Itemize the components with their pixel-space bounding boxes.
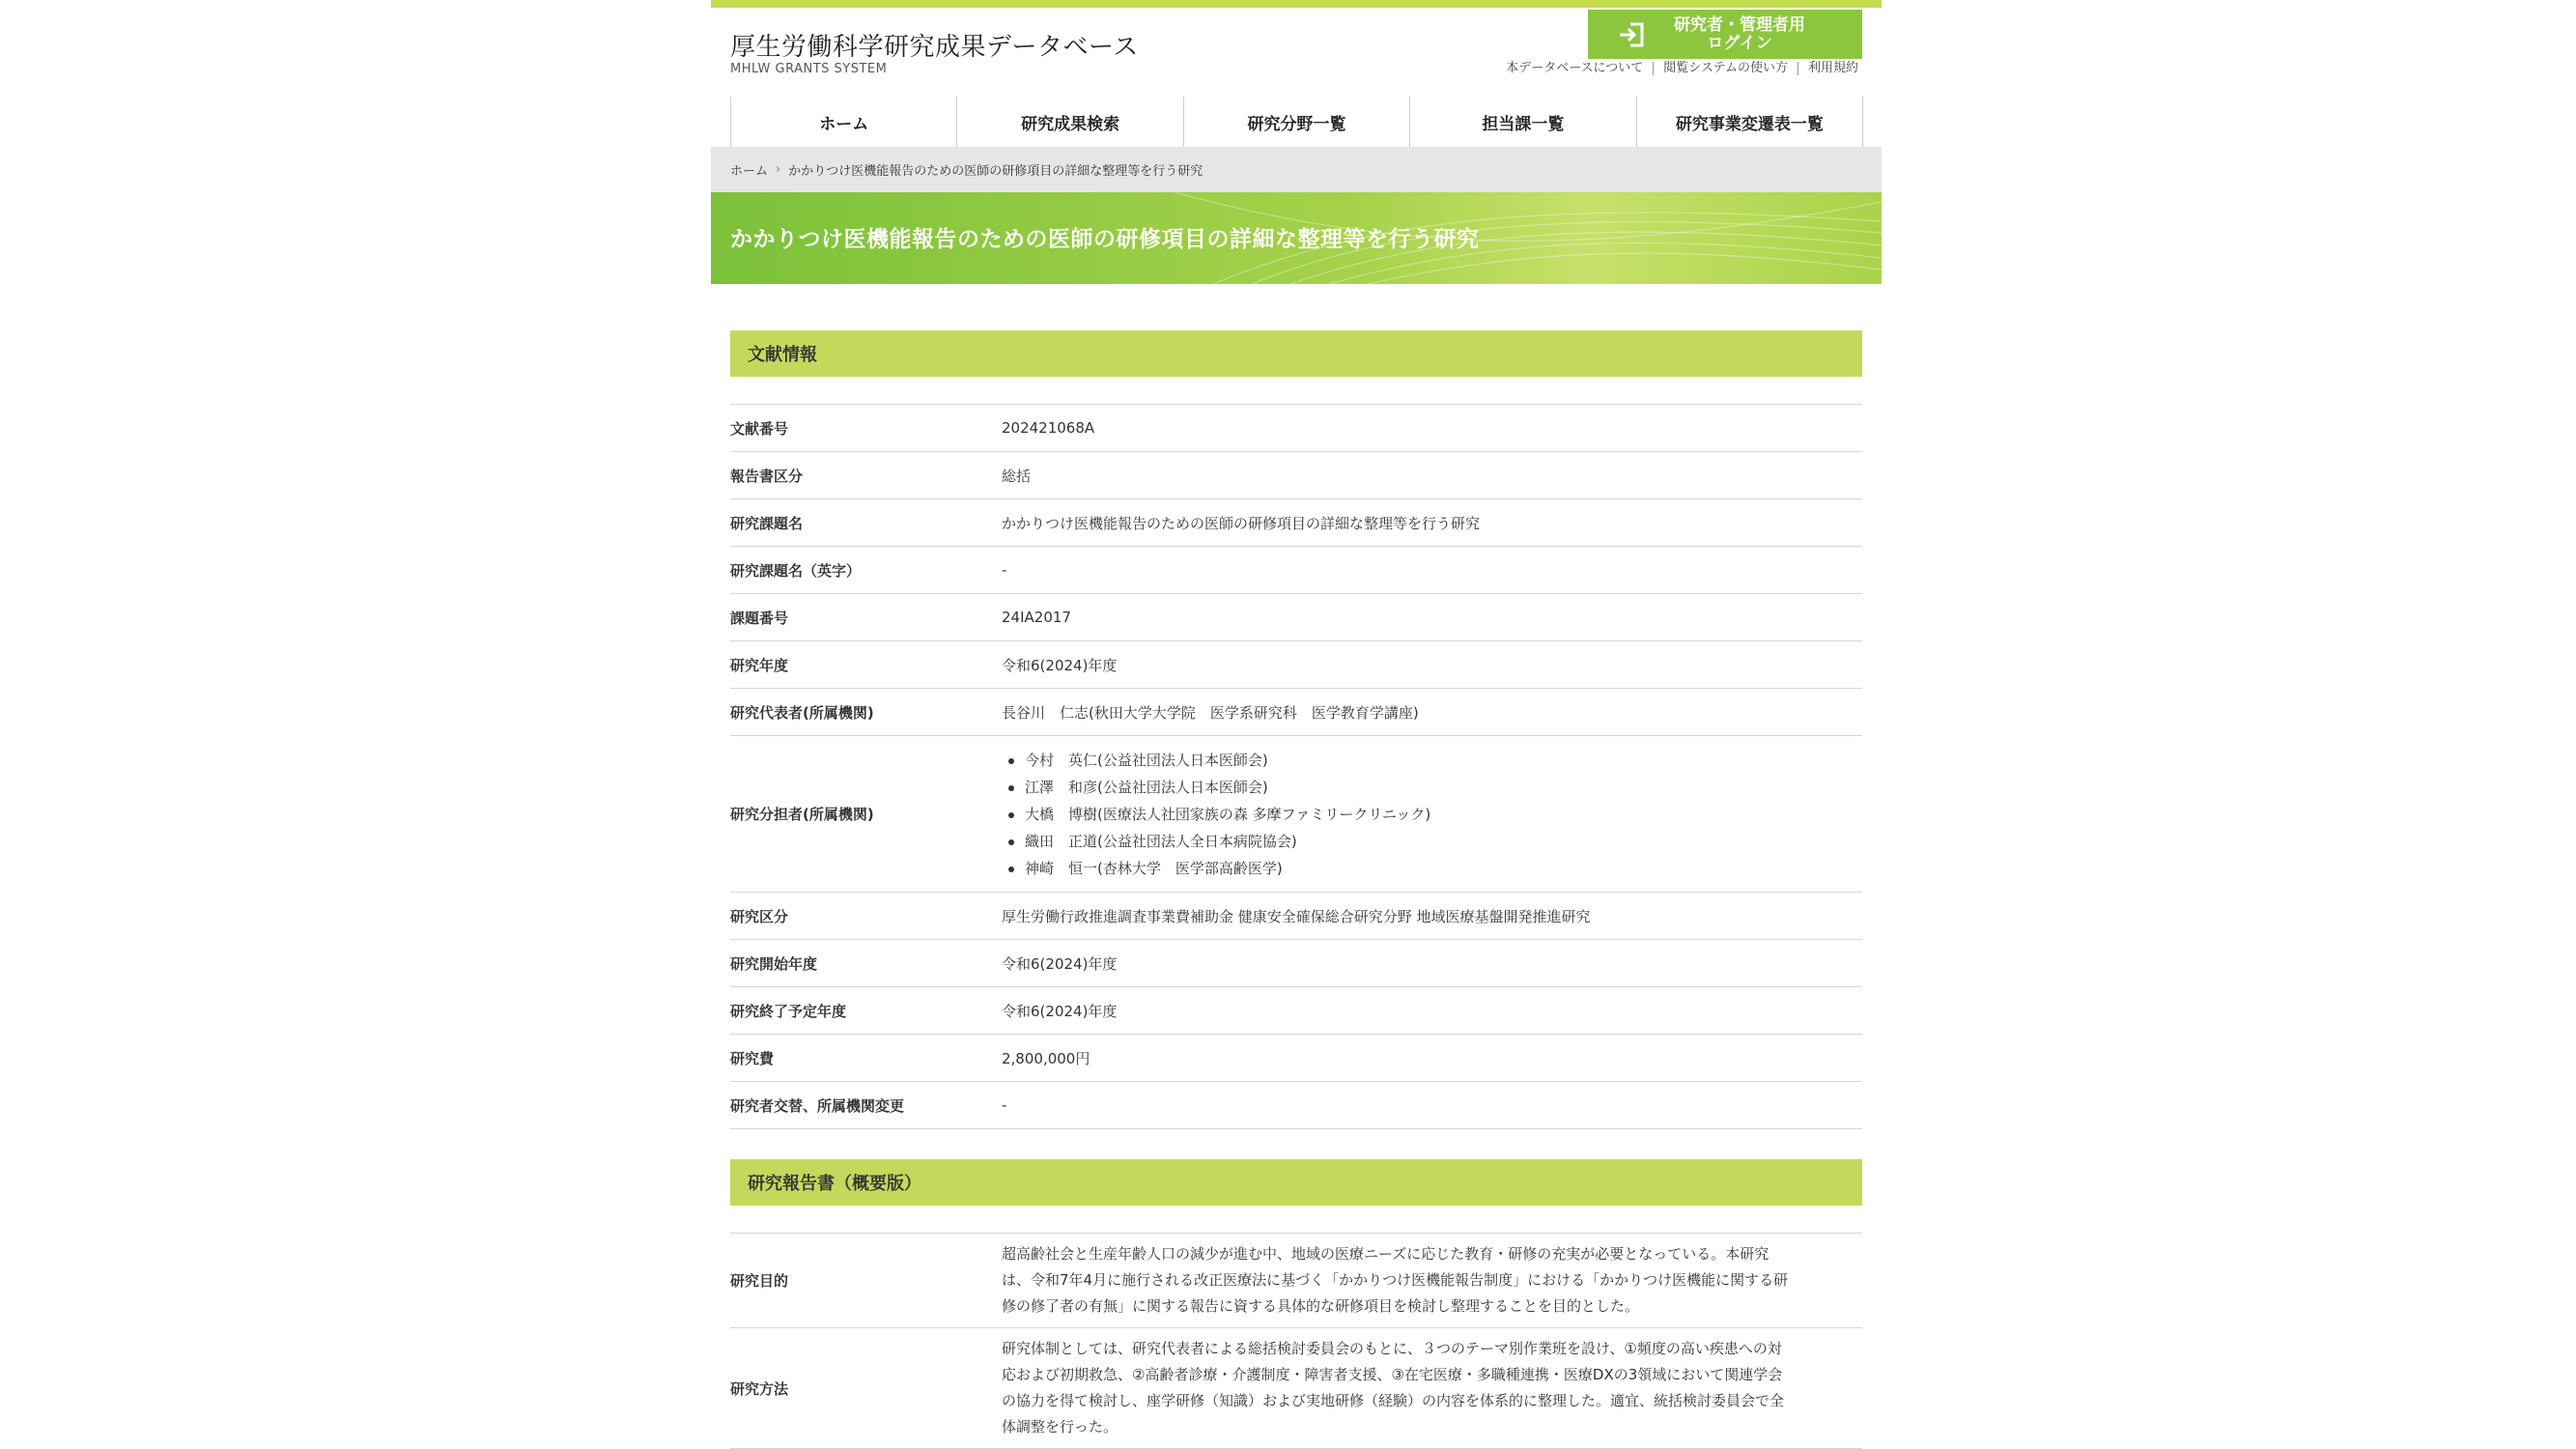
site-title[interactable]: 厚生労働科学研究成果データベース: [730, 33, 1139, 62]
table-row: [730, 1328, 1862, 1449]
table-row: [730, 547, 1862, 594]
field-value: [1002, 1234, 1862, 1328]
field-label: 研究分担者(所属機関): [730, 736, 1002, 893]
field-value: 令和6(2024)年度: [1002, 641, 1862, 689]
field-value: 2,800,000円: [1002, 1035, 1862, 1082]
site-subtitle: MHLW GRANTS SYSTEM: [730, 62, 888, 76]
title-banner: [711, 192, 1882, 284]
summary-table: [730, 1233, 1862, 1449]
field-label: 研究年度: [730, 641, 1002, 689]
login-label: [1674, 16, 1805, 53]
table-row: [730, 736, 1862, 893]
table-row: [730, 1035, 1862, 1082]
login-label-line2: ログイン: [1707, 33, 1772, 53]
breadcrumb: [711, 147, 1882, 192]
link-how-to-use[interactable]: 閲覧システムの使い方: [1654, 62, 1798, 75]
table-row: [730, 641, 1862, 689]
field-value: 長谷川 仁志(秋田大学大学院 医学系研究科 医学教育学講座): [1002, 689, 1862, 736]
field-label: 研究課題名（英字）: [730, 547, 1002, 594]
text-line: 修の修了者の有無」に関する報告に資する具体的な研修項目を検討し整理することを目的とした。: [1002, 1297, 1640, 1315]
nav-departments[interactable]: 担当課一覧: [1410, 97, 1636, 147]
breadcrumb-chevron-icon: ›: [776, 162, 781, 177]
field-label: 研究目的: [730, 1234, 1002, 1328]
field-label: 課題番号: [730, 594, 1002, 641]
nav-search[interactable]: 研究成果検索: [957, 97, 1183, 147]
field-value: 厚生労働行政推進調査事業費補助金 健康安全確保総合研究分野 地域医療基盤開発推進研究: [1002, 893, 1862, 940]
field-label: 研究方法: [730, 1328, 1002, 1449]
table-row: [730, 1234, 1862, 1328]
field-value: 令和6(2024)年度: [1002, 987, 1862, 1035]
text-line: 研究体制としては、研究代表者による総括検討委員会のもとに、３つのテーマ別作業班を設け、①頻度の高い疾患への対: [1002, 1340, 1782, 1357]
utility-links: [1496, 62, 1858, 75]
table-row: [730, 893, 1862, 940]
field-value: -: [1002, 1082, 1862, 1129]
field-label: 研究費: [730, 1035, 1002, 1082]
text-line: は、令和7年4月に施行される改正医療法に基づく「かかりつけ医機能報告制度」における「かかりつけ医機能に関する研: [1002, 1271, 1789, 1289]
table-row: [730, 452, 1862, 499]
link-terms-of-use[interactable]: 利用規約: [1807, 61, 1858, 75]
nav-home[interactable]: ホーム: [731, 97, 957, 147]
table-row: [730, 940, 1862, 987]
list-item: 織田 正道(公益社団法人全日本病院協会): [1002, 828, 1861, 855]
table-row: [730, 689, 1862, 736]
list-item: 今村 英仁(公益社団法人日本医師会): [1002, 747, 1861, 774]
page-title: かかりつけ医機能報告のための医師の研修項目の詳細な整理等を行う研究: [730, 227, 1480, 252]
literature-table: [730, 404, 1862, 1129]
field-value: 202421068A: [1002, 405, 1862, 452]
table-row: [730, 594, 1862, 641]
nav-fields[interactable]: 研究分野一覧: [1184, 97, 1410, 147]
field-label: 研究終了予定年度: [730, 987, 1002, 1035]
table-row: [730, 405, 1862, 452]
list-item: 神崎 恒一(杏林大学 医学部高齢医学): [1002, 855, 1861, 882]
text-line: 超高齢社会と生産年齢人口の減少が進む中、地域の医療ニーズに応じた教育・研修の充実が必要となっている。本研究: [1002, 1245, 1769, 1263]
field-value: かかりつけ医機能報告のための医師の研修項目の詳細な整理等を行う研究: [1002, 499, 1862, 547]
list-item: 江澤 和彦(公益社団法人日本医師会): [1002, 774, 1861, 801]
field-value: 24IA2017: [1002, 594, 1862, 641]
section-heading-summary: 研究報告書（概要版）: [730, 1159, 1862, 1206]
field-label: 文献番号: [730, 405, 1002, 452]
global-nav: [730, 97, 1863, 147]
field-label: 研究区分: [730, 893, 1002, 940]
field-label: 研究者交替、所属機関変更: [730, 1082, 1002, 1129]
field-label: 研究代表者(所属機関): [730, 689, 1002, 736]
section-heading-literature: 文献情報: [730, 330, 1862, 377]
field-value: -: [1002, 547, 1862, 594]
login-button[interactable]: [1588, 10, 1862, 59]
co-researcher-list: [1002, 747, 1861, 882]
field-value: 令和6(2024)年度: [1002, 940, 1862, 987]
table-row: [730, 987, 1862, 1035]
field-label: 報告書区分: [730, 452, 1002, 499]
field-label: 研究課題名: [730, 499, 1002, 547]
nav-program-history[interactable]: 研究事業変遷表一覧: [1637, 97, 1863, 147]
list-item: 大橋 博樹(医療法人社団家族の森 多摩ファミリークリニック): [1002, 801, 1861, 828]
text-line: の協力を得て検討し、座学研修（知識）および実地研修（経験）の内容を体系的に整理した。適宜、統括検討委員会で全: [1002, 1392, 1785, 1409]
text-line: 応および初期救急、②高齢者診療・介護制度・障害者支援、③在宅医療・多職種連携・医療DXの3領域において関連学会: [1002, 1366, 1783, 1383]
login-icon: [1617, 21, 1646, 48]
login-label-line1: 研究者・管理者用: [1674, 14, 1805, 35]
text-line: 体調整を行った。: [1002, 1418, 1118, 1435]
link-about-database[interactable]: 本データベースについて: [1496, 62, 1654, 75]
table-row: [730, 1082, 1862, 1129]
breadcrumb-home[interactable]: ホーム: [730, 164, 769, 179]
field-label: 研究開始年度: [730, 940, 1002, 987]
table-row: [730, 499, 1862, 547]
field-value: [1002, 736, 1862, 893]
field-value: 総括: [1002, 452, 1862, 499]
top-accent-line: [711, 0, 1882, 8]
field-value: [1002, 1328, 1862, 1449]
page: [711, 0, 1882, 1449]
breadcrumb-current: かかりつけ医機能報告のための医師の研修項目の詳細な整理等を行う研究: [788, 164, 1203, 179]
